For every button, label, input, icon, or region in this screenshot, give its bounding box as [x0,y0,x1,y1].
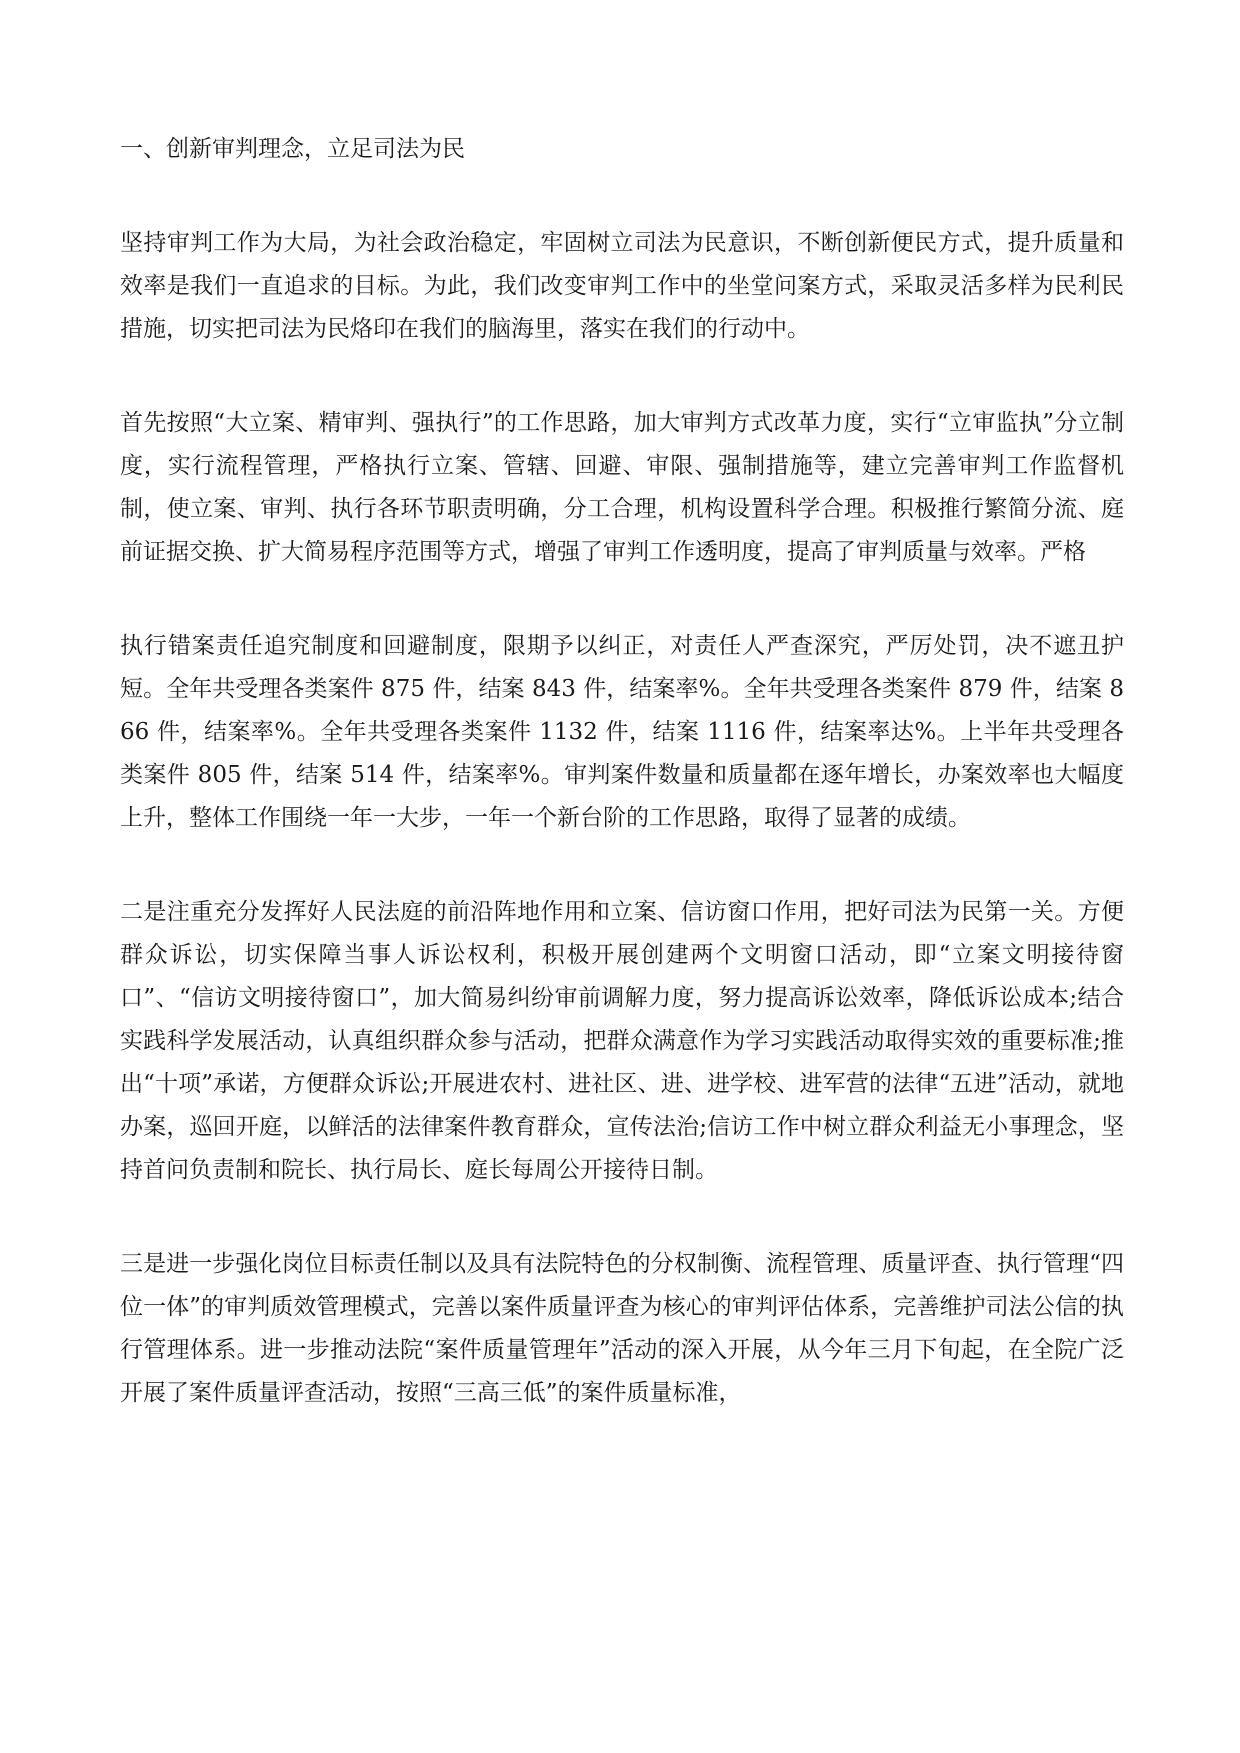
paragraph-3: 执行错案责任追究制度和回避制度，限期予以纠正，对责任人严查深究，严厉处罚，决不遮丑护短。全年共受理各类案件 875 件，结案 843 件，结案率%。全年共受理各类案件 879 件，结案 866 件，结案率%。全年共受理各类案件 1132 件，结案 1116 件，结案率达%。上半年共受理各类案件 805 件，结案 514 件，结案率%。审判案件数量和质量都在逐年增长，办案效率也大幅度上升，整体工作围绕一年一大步，一年一个新台阶的工作思路，取得了显著的成绩。 [120,633,1124,831]
document-body [120,128,1124,1415]
section-heading: 一、创新审判理念，立足司法为民 [120,136,465,162]
paragraph-1: 坚持审判工作为大局，为社会政治稳定，牢固树立司法为民意识，不断创新便民方式，提升质量和效率是我们一直追求的目标。为此，我们改变审判工作中的坐堂问案方式，采取灵活多样为民利民措施，切实把司法为民烙印在我们的脑海里，落实在我们的行动中。 [120,230,1124,342]
paragraph-2: 首先按照“大立案、精审判、强执行”的工作思路，加大审判方式改革力度，实行“立审监执”分立制度，实行流程管理，严格执行立案、管辖、回避、审限、强制措施等，建立完善审判工作监督机制，使立案、审判、执行各环节职责明确，分工合理，机构设置科学合理。积极推行繁简分流、庭前证据交换、扩大简易程序范围等方式，增强了审判工作透明度，提高了审判质量与效率。严格 [120,410,1124,565]
paragraph-4: 二是注重充分发挥好人民法庭的前沿阵地作用和立案、信访窗口作用，把好司法为民第一关。方便群众诉讼，切实保障当事人诉讼权利，积极开展创建两个文明窗口活动，即“立案文明接待窗口”、“信访文明接待窗口”，加大简易纠纷审前调解力度，努力提高诉讼效率，降低诉讼成本;结合实践科学发展活动，认真组织群众参与活动，把群众满意作为学习实践活动取得实效的重要标准;推出“十项”承诺，方便群众诉讼;开展进农村、进社区、进、进学校、进军营的法律“五进”活动，就地办案，巡回开庭，以鲜活的法律案件教育群众，宣传法治;信访工作中树立群众利益无小事理念，坚持首问负责制和院长、执行局长、庭长每周公开接待日制。 [120,899,1124,1183]
paragraph-5: 三是进一步强化岗位目标责任制以及具有法院特色的分权制衡、流程管理、质量评查、执行管理“四位一体”的审判质效管理模式，完善以案件质量评查为核心的审判评估体系，完善维护司法公信的执行管理体系。进一步推动法院“案件质量管理年”活动的深入开展，从今年三月下旬起，在全院广泛开展了案件质量评查活动，按照“三高三低”的案件质量标准， [120,1251,1124,1406]
